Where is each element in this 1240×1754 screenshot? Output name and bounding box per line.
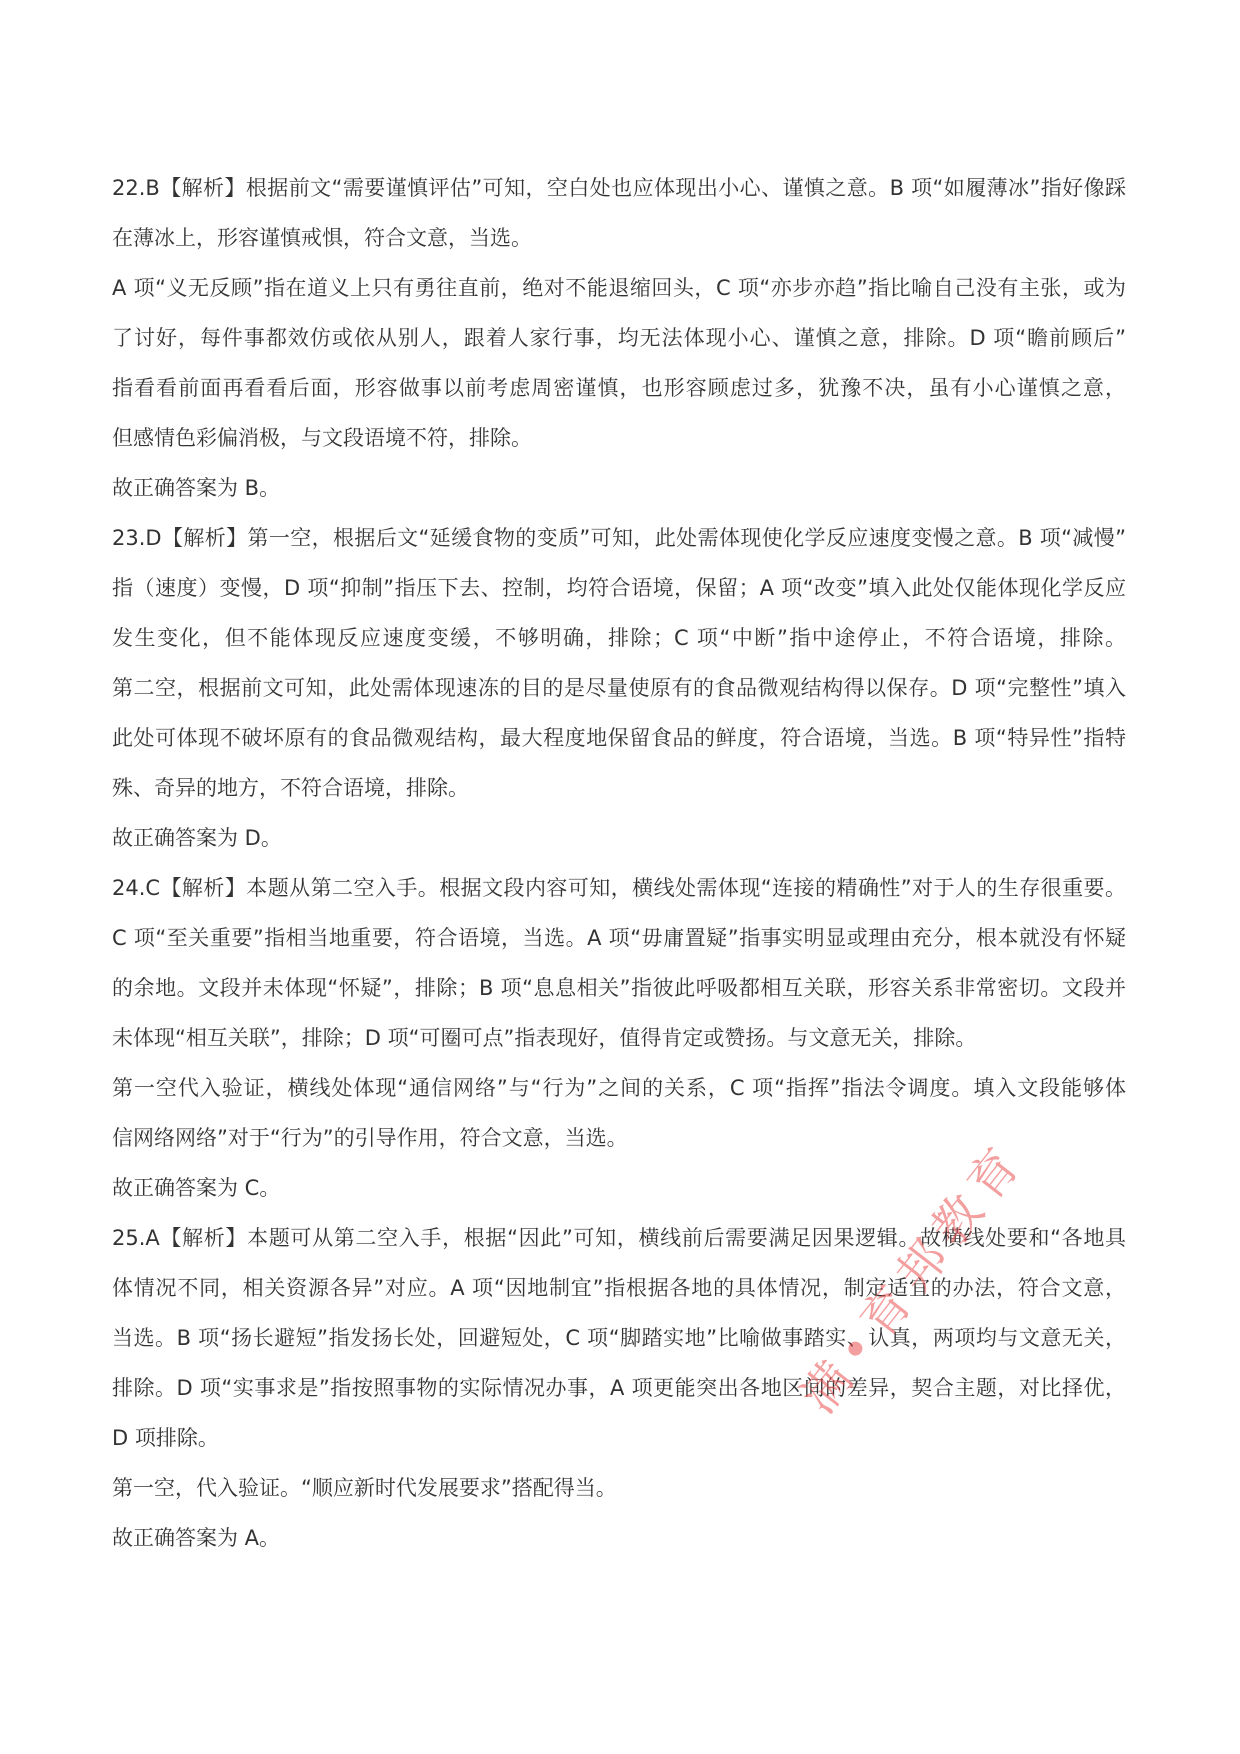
q24-line: 信网络网络”对于“行为”的引导作用，符合文意，当选。 [112, 1126, 628, 1150]
q22-line: A 项“义无反顾”指在道义上只有勇往直前，绝对不能退缩回头，C 项“亦步亦趋”指比喻自己没有主张，或为 [112, 276, 1126, 300]
q25-answer: 故正确答案为 A。 [112, 1526, 281, 1550]
q23-line: 此处可体现不破坏原有的食品微观结构，最大程度地保留食品的鲜度，符合语境，当选。B 项“特异性”指特 [112, 726, 1126, 750]
q22-line: 但感情色彩偏消极，与文段语境不符，排除。 [112, 426, 532, 450]
q22-line: 22.B【解析】根据前文“需要谨慎评估”可知，空白处也应体现出小心、谨慎之意。B 项“如履薄冰”指好像踩 [112, 176, 1126, 200]
q24-answer: 故正确答案为 C。 [112, 1176, 281, 1200]
q24-line: 24.C【解析】本题从第二空入手。根据文段内容可知，横线处需体现“连接的精确性”对于人的生存很重要。 [112, 876, 1126, 900]
q23-line: 发生变化，但不能体现反应速度变缓，不够明确，排除；C 项“中断”指中途停止，不符合语境，排除。 [112, 626, 1126, 650]
q23-line: 第二空，根据前文可知，此处需体现速冻的目的是尽量使原有的食品微观结构得以保存。D 项“完整性”填入 [112, 676, 1126, 700]
q25-line: 体情况不同，相关资源各异”对应。A 项“因地制宜”指根据各地的具体情况，制定适宜的办法，符合文意， [112, 1276, 1126, 1300]
q22-line: 指看看前面再看看后面，形容做事以前考虑周密谨慎，也形容顾虑过多，犹豫不决，虽有小心谨慎之意， [112, 376, 1126, 400]
q24-line: 未体现“相互关联”，排除；D 项“可圈可点”指表现好，值得肯定或赞扬。与文意无关，排除。 [112, 1026, 977, 1050]
q25-line: 排除。D 项“实事求是”指按照事物的实际情况办事，A 项更能突出各地区间的差异，契合主题，对比择优， [112, 1376, 1126, 1400]
watermark: 满•育邦教育 [790, 1130, 1037, 1424]
q23-line: 殊、奇异的地方，不符合语境，排除。 [112, 776, 469, 800]
q22-answer: 故正确答案为 B。 [112, 476, 281, 500]
q25-line: 25.A【解析】本题可从第二空入手，根据“因此”可知，横线前后需要满足因果逻辑。故横线处要和“各地具 [112, 1226, 1126, 1250]
q24-line: C 项“至关重要”指相当地重要，符合语境，当选。A 项“毋庸置疑”指事实明显或理由充分，根本就没有怀疑 [112, 926, 1126, 950]
q23-line: 23.D【解析】第一空，根据后文“延缓食物的变质”可知，此处需体现使化学反应速度变慢之意。B 项“减慢” [112, 526, 1126, 550]
q24-line: 第一空代入验证，横线处体现“通信网络”与“行为”之间的关系，C 项“指挥”指法令调度。填入文段能够体 [112, 1076, 1126, 1100]
q25-line: 当选。B 项“扬长避短”指发扬长处，回避短处，C 项“脚踏实地”比喻做事踏实、认真，两项均与文意无关， [112, 1326, 1126, 1350]
q24-line: 的余地。文段并未体现“怀疑”，排除；B 项“息息相关”指彼此呼吸都相互关联，形容关系非常密切。文段并 [112, 976, 1126, 1000]
q25-line: D 项排除。 [112, 1426, 219, 1450]
q23-answer: 故正确答案为 D。 [112, 826, 282, 850]
answer-explanations [112, 163, 1126, 1563]
q22-line: 了讨好，每件事都效仿或依从别人，跟着人家行事，均无法体现小心、谨慎之意，排除。D 项“瞻前顾后” [112, 326, 1126, 350]
q23-line: 指（速度）变慢，D 项“抑制”指压下去、控制，均符合语境，保留；A 项“改变”填入此处仅能体现化学反应 [112, 576, 1126, 600]
q22-line: 在薄冰上，形容谨慎戒惧，符合文意，当选。 [112, 226, 532, 250]
q25-line: 第一空，代入验证。“顺应新时代发展要求”搭配得当。 [112, 1476, 617, 1500]
